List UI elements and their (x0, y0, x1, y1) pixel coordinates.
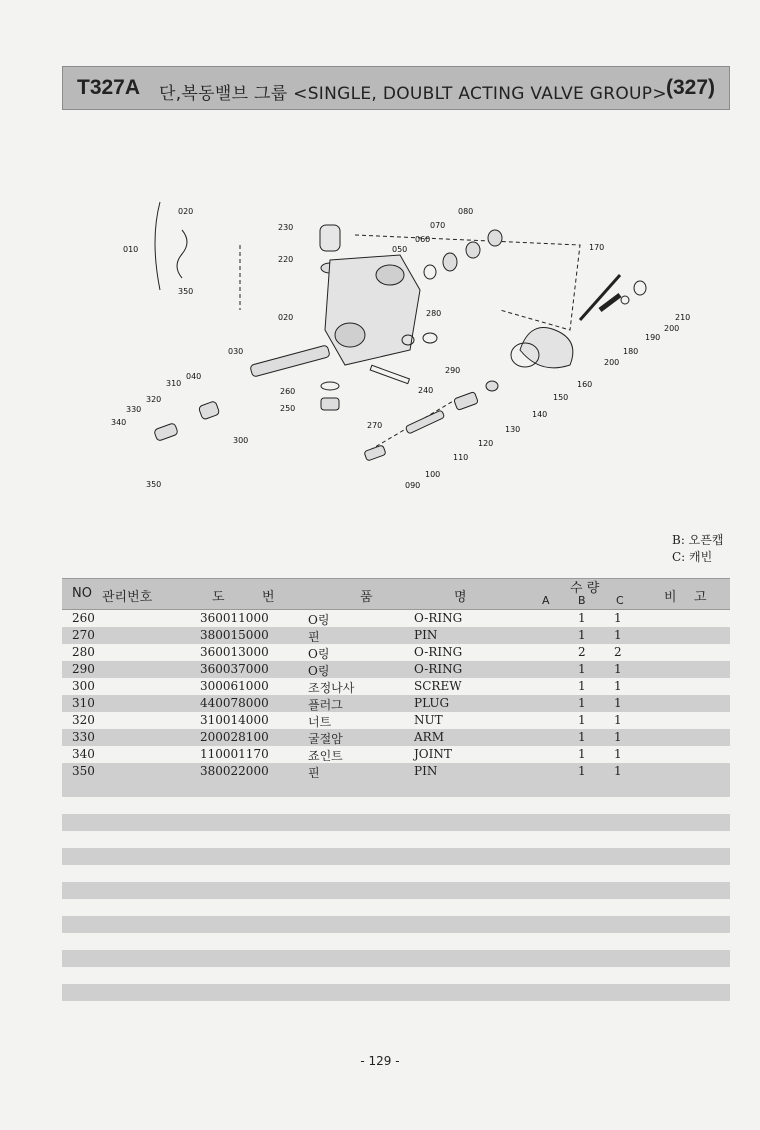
table-row (62, 644, 730, 661)
svg-text:170: 170 (589, 243, 605, 252)
table-row (62, 610, 730, 627)
section-title: 단,복동밸브 그룹 <SINGLE, DOUBLT ACTING VALVE GROUP> (159, 84, 667, 104)
cell-c: 1 (614, 679, 622, 693)
empty-table-row (62, 950, 730, 967)
svg-text:290: 290 (445, 366, 461, 375)
col-name-1: 품 (360, 590, 373, 605)
cell-no: 340 (72, 747, 95, 761)
empty-table-row (62, 984, 730, 1001)
col-qty-a: A (542, 594, 550, 607)
col-qty-b: B (578, 594, 586, 607)
empty-table-row (62, 916, 730, 933)
cell-eng: O-RING (414, 662, 463, 676)
exploded-parts-diagram (100, 190, 700, 500)
cell-b: 1 (578, 730, 586, 744)
legend (672, 532, 723, 566)
empty-table-row (62, 780, 730, 797)
cell-b: 1 (578, 628, 586, 642)
cell-no: 280 (72, 645, 95, 659)
empty-table-row (62, 814, 730, 831)
table-row (62, 661, 730, 678)
col-mgmt: 관리번호 (102, 590, 153, 605)
cell-eng: PIN (414, 628, 438, 642)
cell-no: 320 (72, 713, 95, 727)
svg-text:150: 150 (553, 393, 569, 402)
cell-eng: SCREW (414, 679, 462, 693)
cell-c: 1 (614, 611, 622, 625)
empty-table-row (62, 933, 730, 950)
cell-no: 310 (72, 696, 95, 710)
cell-no: 300 (72, 679, 95, 693)
svg-text:020: 020 (278, 313, 294, 322)
cell-c: 1 (614, 730, 622, 744)
col-qty-c: C (616, 594, 624, 607)
page-header (62, 66, 730, 110)
svg-text:230: 230 (278, 223, 294, 232)
svg-text:200: 200 (664, 324, 680, 333)
cell-eng: ARM (414, 730, 444, 744)
section-code: T327A (77, 76, 141, 99)
table-row (62, 627, 730, 644)
cell-drawing: 110001170 (200, 747, 269, 761)
svg-text:040: 040 (186, 372, 202, 381)
cell-drawing: 440078000 (200, 696, 269, 710)
cell-drawing: 380022000 (200, 764, 269, 778)
cell-no: 260 (72, 611, 95, 625)
empty-table-row (62, 848, 730, 865)
col-remarks-2: 고 (694, 590, 707, 605)
col-drawing-2: 번 (262, 590, 275, 605)
svg-text:340: 340 (111, 418, 127, 427)
table-row (62, 695, 730, 712)
svg-text:220: 220 (278, 255, 294, 264)
svg-text:330: 330 (126, 405, 142, 414)
cell-c: 2 (614, 645, 622, 659)
svg-text:070: 070 (430, 221, 446, 230)
svg-text:020: 020 (178, 207, 194, 216)
empty-table-row (62, 1001, 730, 1018)
cell-eng: PLUG (414, 696, 450, 710)
cell-drawing: 360037000 (200, 662, 269, 676)
svg-text:100: 100 (425, 470, 441, 479)
svg-text:130: 130 (505, 425, 521, 434)
section-page-ref: (327) (665, 76, 715, 99)
empty-table-row (62, 865, 730, 882)
svg-text:140: 140 (532, 410, 548, 419)
cell-c: 1 (614, 747, 622, 761)
cell-eng: O-RING (414, 645, 463, 659)
svg-text:240: 240 (418, 386, 434, 395)
cell-b: 1 (578, 662, 586, 676)
cell-kor: 굴절암 (308, 732, 343, 746)
cell-b: 1 (578, 611, 586, 625)
table-row (62, 729, 730, 746)
svg-text:190: 190 (645, 333, 661, 342)
table-row (62, 763, 730, 780)
cell-kor: 너트 (308, 715, 332, 729)
cell-b: 1 (578, 679, 586, 693)
cell-no: 270 (72, 628, 95, 642)
legend-c: C: 캐빈 (672, 550, 713, 564)
svg-text:300: 300 (233, 436, 249, 445)
cell-drawing: 300061000 (200, 679, 269, 693)
svg-text:350: 350 (178, 287, 194, 296)
cell-drawing: 360013000 (200, 645, 269, 659)
cell-drawing: 310014000 (200, 713, 269, 727)
svg-text:030: 030 (228, 347, 244, 356)
cell-no: 350 (72, 764, 95, 778)
svg-text:010: 010 (123, 245, 139, 254)
cell-eng: NUT (414, 713, 443, 727)
cell-no: 330 (72, 730, 95, 744)
cell-b: 2 (578, 645, 586, 659)
svg-text:060: 060 (415, 235, 431, 244)
table-row (62, 746, 730, 763)
cell-kor: O링 (308, 647, 330, 661)
svg-text:260: 260 (280, 387, 296, 396)
table-row (62, 712, 730, 729)
col-qty: 수 량 (570, 581, 600, 596)
col-remarks-1: 비 (664, 590, 677, 605)
empty-table-row (62, 882, 730, 899)
table-row (62, 678, 730, 695)
cell-kor: 핀 (308, 630, 320, 644)
empty-table-row (62, 831, 730, 848)
svg-text:160: 160 (577, 380, 593, 389)
cell-kor: 죠인트 (308, 749, 343, 763)
cell-eng: O-RING (414, 611, 463, 625)
parts-table (62, 578, 730, 1018)
svg-text:050: 050 (392, 245, 408, 254)
svg-text:350: 350 (146, 480, 162, 489)
cell-drawing: 380015000 (200, 628, 269, 642)
cell-kor: O링 (308, 664, 330, 678)
svg-text:110: 110 (453, 453, 469, 462)
page-number: - 129 - (360, 1054, 400, 1068)
svg-text:310: 310 (166, 379, 182, 388)
svg-text:090: 090 (405, 481, 421, 490)
cell-c: 1 (614, 662, 622, 676)
cell-b: 1 (578, 747, 586, 761)
cell-kor: 플러그 (308, 698, 343, 712)
svg-text:280: 280 (426, 309, 442, 318)
cell-b: 1 (578, 713, 586, 727)
cell-drawing: 200028100 (200, 730, 269, 744)
cell-kor: 핀 (308, 766, 320, 780)
svg-text:270: 270 (367, 421, 383, 430)
svg-text:320: 320 (146, 395, 162, 404)
svg-text:250: 250 (280, 404, 296, 413)
cell-b: 1 (578, 764, 586, 778)
cell-drawing: 360011000 (200, 611, 269, 625)
cell-b: 1 (578, 696, 586, 710)
cell-eng: JOINT (414, 747, 452, 761)
cell-eng: PIN (414, 764, 438, 778)
cell-c: 1 (614, 628, 622, 642)
legend-b: B: 오픈캡 (672, 533, 724, 547)
col-drawing-1: 도 (212, 590, 225, 605)
cell-kor: O링 (308, 613, 330, 627)
empty-table-row (62, 967, 730, 984)
cell-no: 290 (72, 662, 95, 676)
svg-text:210: 210 (675, 313, 691, 322)
svg-text:080: 080 (458, 207, 474, 216)
table-header (62, 578, 730, 610)
col-name-2: 명 (454, 590, 467, 605)
cell-c: 1 (614, 713, 622, 727)
svg-text:120: 120 (478, 439, 494, 448)
svg-text:180: 180 (623, 347, 639, 356)
cell-kor: 조정나사 (308, 681, 355, 695)
empty-table-row (62, 899, 730, 916)
col-no: NO (72, 586, 92, 601)
cell-c: 1 (614, 764, 622, 778)
svg-text:200: 200 (604, 358, 620, 367)
empty-table-row (62, 797, 730, 814)
cell-c: 1 (614, 696, 622, 710)
